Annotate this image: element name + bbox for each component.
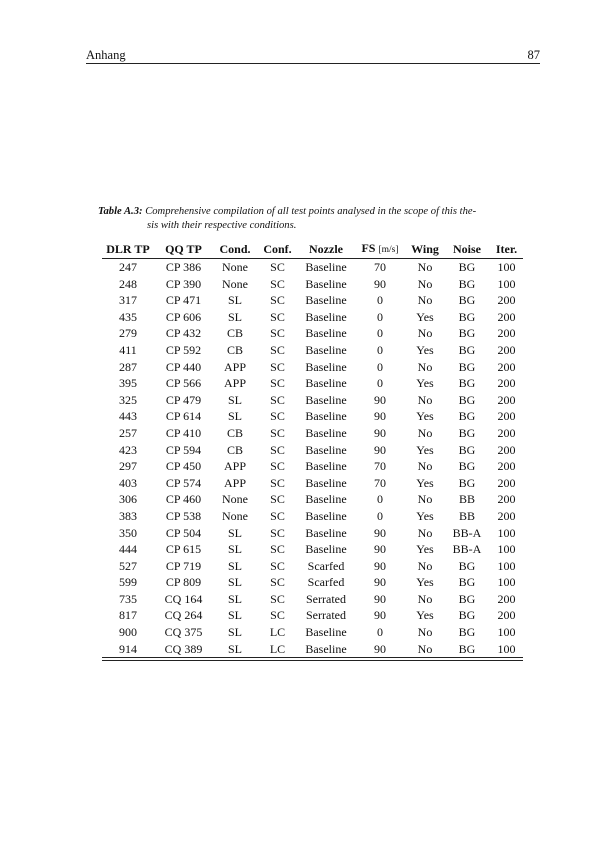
table-cell: BG bbox=[458, 293, 476, 308]
table-cell: 90 bbox=[374, 392, 386, 407]
table-cell: SL bbox=[227, 591, 242, 606]
table-cell: 200 bbox=[497, 475, 516, 490]
table-cell: CP 606 bbox=[165, 309, 202, 324]
table-row bbox=[102, 475, 523, 492]
table-cell: 200 bbox=[497, 293, 516, 308]
table-cell: SC bbox=[270, 591, 285, 606]
table-cell: 90 bbox=[374, 409, 386, 424]
table-cell: SL bbox=[227, 608, 242, 623]
table-row bbox=[102, 425, 523, 442]
table-cell: 325 bbox=[119, 392, 137, 407]
col-header-nozzle: Nozzle bbox=[298, 241, 354, 259]
table-cell: Scarfed bbox=[307, 558, 345, 573]
table-cell: CQ 389 bbox=[154, 641, 213, 658]
running-header bbox=[86, 48, 540, 64]
table-cell: APP bbox=[223, 359, 246, 374]
table-row bbox=[102, 607, 523, 624]
table-cell: Yes bbox=[416, 309, 434, 324]
table-cell: 90 bbox=[374, 276, 386, 291]
table-cell: No bbox=[417, 359, 433, 374]
col-header-noise: Noise bbox=[444, 241, 490, 259]
table-cell: 257 bbox=[119, 425, 137, 440]
table-cell: BG bbox=[458, 442, 476, 457]
col-header-fs-unit: [m/s] bbox=[378, 245, 399, 255]
table-cell: SC bbox=[270, 542, 285, 557]
table-cell: 200 bbox=[497, 376, 516, 391]
header-section-title: Anhang bbox=[86, 48, 126, 62]
table-caption bbox=[98, 205, 528, 233]
col-header-fs bbox=[354, 241, 406, 259]
table-cell: SC bbox=[270, 525, 285, 540]
table-row bbox=[102, 491, 523, 508]
table-cell: BG bbox=[458, 359, 476, 374]
table-cell: No bbox=[417, 492, 433, 507]
table-cell: BB-A bbox=[452, 542, 482, 557]
table-cell: Baseline bbox=[305, 359, 347, 374]
table-cell: None bbox=[222, 276, 248, 291]
table-cell: CP 471 bbox=[165, 293, 202, 308]
table-cell: SC bbox=[270, 392, 285, 407]
table-cell: BG bbox=[458, 625, 476, 640]
caption-label: Table A.3: bbox=[98, 206, 143, 217]
table-cell: No bbox=[417, 591, 433, 606]
table-cell: Baseline bbox=[305, 508, 347, 523]
table-cell: 423 bbox=[119, 442, 137, 457]
table-row bbox=[102, 591, 523, 608]
table-row bbox=[102, 442, 523, 459]
table-cell: CP 574 bbox=[165, 475, 202, 490]
table-body bbox=[102, 259, 523, 658]
table-cell: Baseline bbox=[305, 409, 347, 424]
table-cell: 200 bbox=[497, 508, 516, 523]
table-cell: 90 bbox=[374, 442, 386, 457]
table-cell: SL bbox=[227, 542, 242, 557]
table-cell: SL bbox=[213, 641, 257, 658]
table-cell: Baseline bbox=[305, 276, 347, 291]
table-row bbox=[102, 359, 523, 376]
table-cell: CP 479 bbox=[165, 392, 202, 407]
table-cell: Baseline bbox=[305, 293, 347, 308]
table-cell: 200 bbox=[497, 359, 516, 374]
table-cell: No bbox=[417, 293, 433, 308]
table-cell: SL bbox=[227, 625, 242, 640]
table-cell: 0 bbox=[377, 342, 383, 357]
table-cell: 247 bbox=[119, 260, 137, 274]
table-cell: 200 bbox=[497, 425, 516, 440]
table-row bbox=[102, 309, 523, 326]
table-cell: BG bbox=[444, 641, 490, 658]
table-cell: APP bbox=[223, 475, 246, 490]
table-cell: 90 bbox=[374, 542, 386, 557]
table-cell: 100 bbox=[490, 641, 523, 658]
table-cell: CP 386 bbox=[165, 260, 202, 274]
table-cell: No bbox=[417, 326, 433, 341]
table-cell: 200 bbox=[497, 392, 516, 407]
table-row bbox=[102, 508, 523, 525]
table-cell: BB-A bbox=[452, 525, 482, 540]
table-cell: 200 bbox=[497, 608, 516, 623]
table-cell: CP 592 bbox=[165, 342, 202, 357]
table-cell: No bbox=[417, 625, 433, 640]
table-row bbox=[102, 375, 523, 392]
table-cell: None bbox=[222, 260, 248, 274]
table-cell: 100 bbox=[497, 558, 516, 573]
table-cell: 70 bbox=[374, 459, 386, 474]
table-cell: Baseline bbox=[305, 442, 347, 457]
table-cell: Baseline bbox=[305, 459, 347, 474]
table-cell: BG bbox=[458, 459, 476, 474]
page-number: 87 bbox=[527, 48, 540, 62]
table-cell: SC bbox=[270, 276, 285, 291]
table-cell: SC bbox=[270, 425, 285, 440]
table-cell: Scarfed bbox=[307, 575, 345, 590]
table-cell: 70 bbox=[374, 260, 386, 274]
table-cell: CP 566 bbox=[165, 376, 202, 391]
table-cell: 70 bbox=[374, 475, 386, 490]
table-cell: 100 bbox=[497, 625, 516, 640]
table-cell: CB bbox=[226, 425, 243, 440]
table-cell: 287 bbox=[119, 359, 137, 374]
table-cell: CB bbox=[226, 342, 243, 357]
table-cell: SL bbox=[227, 309, 242, 324]
table-cell: 403 bbox=[119, 475, 137, 490]
table-cell: Baseline bbox=[305, 392, 347, 407]
table-cell: CQ 375 bbox=[164, 625, 203, 640]
table-cell: No bbox=[417, 525, 433, 540]
table-cell: SC bbox=[270, 575, 285, 590]
table-cell: CP 390 bbox=[165, 276, 202, 291]
table-cell: 200 bbox=[497, 309, 516, 324]
table-cell: 100 bbox=[497, 575, 516, 590]
table-row bbox=[102, 292, 523, 309]
table-row bbox=[102, 458, 523, 475]
table-cell: BG bbox=[458, 260, 476, 274]
table-cell: BB bbox=[458, 508, 475, 523]
table-cell: SL bbox=[227, 293, 242, 308]
table-cell: CP 809 bbox=[165, 575, 202, 590]
table-cell: 100 bbox=[497, 260, 516, 274]
table-cell: 735 bbox=[119, 591, 137, 606]
table-cell: No bbox=[417, 459, 433, 474]
table-cell: No bbox=[417, 392, 433, 407]
table-cell: Baseline bbox=[305, 309, 347, 324]
table-cell: 200 bbox=[497, 326, 516, 341]
table-cell: CP 450 bbox=[165, 459, 202, 474]
table-cell: SC bbox=[270, 508, 285, 523]
col-header-fs-label: FS bbox=[361, 241, 376, 255]
table-cell: 90 bbox=[374, 591, 386, 606]
table-cell: 200 bbox=[497, 409, 516, 424]
table-cell: SC bbox=[270, 558, 285, 573]
col-header-dlr-tp: DLR TP bbox=[102, 241, 154, 259]
table-cell: SC bbox=[270, 442, 285, 457]
table-cell: 90 bbox=[354, 641, 406, 658]
table-cell: Yes bbox=[416, 508, 434, 523]
table-row bbox=[102, 574, 523, 591]
table-cell: No bbox=[417, 425, 433, 440]
table-cell: 90 bbox=[374, 425, 386, 440]
table-cell: 306 bbox=[119, 492, 137, 507]
table-cell: LC bbox=[269, 625, 286, 640]
table-cell: 100 bbox=[497, 276, 516, 291]
table-cell: SC bbox=[270, 309, 285, 324]
table-cell: Serrated bbox=[306, 591, 346, 606]
table-cell: APP bbox=[223, 376, 246, 391]
table-cell: BG bbox=[458, 392, 476, 407]
table-cell: SL bbox=[227, 575, 242, 590]
table-cell: 383 bbox=[119, 508, 137, 523]
table-cell: CP 594 bbox=[165, 442, 202, 457]
table-cell: 914 bbox=[102, 641, 154, 658]
table-cell: Yes bbox=[416, 542, 434, 557]
table-cell: CP 410 bbox=[165, 425, 202, 440]
table-cell: Yes bbox=[416, 342, 434, 357]
table-row bbox=[102, 525, 523, 542]
table-cell: 444 bbox=[119, 542, 137, 557]
table-cell: 900 bbox=[119, 625, 137, 640]
table-cell: BG bbox=[458, 409, 476, 424]
table-cell: BG bbox=[458, 475, 476, 490]
table-cell: Yes bbox=[416, 608, 434, 623]
table-cell: CP 615 bbox=[165, 542, 202, 557]
table-cell: SC bbox=[270, 459, 285, 474]
table-cell: Yes bbox=[416, 376, 434, 391]
table-cell: 0 bbox=[377, 508, 383, 523]
table-cell: BG bbox=[458, 326, 476, 341]
table-cell: Baseline bbox=[305, 425, 347, 440]
table-cell: Yes bbox=[416, 475, 434, 490]
table-cell: No bbox=[417, 276, 433, 291]
table-cell: Baseline bbox=[305, 475, 347, 490]
col-header-iter: Iter. bbox=[490, 241, 523, 259]
table-cell: 200 bbox=[497, 492, 516, 507]
table-cell: None bbox=[222, 492, 248, 507]
table-cell: BG bbox=[458, 342, 476, 357]
table-cell: Baseline bbox=[305, 625, 347, 640]
table-cell: CP 460 bbox=[165, 492, 202, 507]
table-cell: 599 bbox=[119, 575, 137, 590]
table-cell: Baseline bbox=[305, 492, 347, 507]
col-header-cond: Cond. bbox=[213, 241, 257, 259]
table-cell: 411 bbox=[119, 342, 137, 357]
table-cell: 200 bbox=[497, 591, 516, 606]
table-cell: SC bbox=[270, 492, 285, 507]
table-cell: No bbox=[417, 260, 433, 274]
table-row bbox=[102, 558, 523, 575]
table-cell: Baseline bbox=[305, 542, 347, 557]
table-cell: SC bbox=[270, 376, 285, 391]
table-row bbox=[102, 392, 523, 409]
table-row bbox=[102, 259, 523, 276]
table-row bbox=[102, 641, 523, 658]
table-cell: 350 bbox=[119, 525, 137, 540]
col-header-conf: Conf. bbox=[257, 241, 298, 259]
table-cell: CB bbox=[226, 326, 243, 341]
table-cell: CP 614 bbox=[165, 409, 202, 424]
table-cell: 90 bbox=[374, 558, 386, 573]
table-cell: Yes bbox=[416, 442, 434, 457]
table-cell: 443 bbox=[119, 409, 137, 424]
table-cell: BG bbox=[458, 591, 476, 606]
table-cell: CP 538 bbox=[165, 508, 202, 523]
table-bottom-rule bbox=[102, 660, 523, 661]
table-row bbox=[102, 624, 523, 641]
table-cell: LC bbox=[257, 641, 298, 658]
table-cell: SC bbox=[270, 608, 285, 623]
table-cell: 0 bbox=[377, 326, 383, 341]
table-cell: 100 bbox=[497, 542, 516, 557]
table-cell: CP 432 bbox=[165, 326, 202, 341]
table-cell: SC bbox=[270, 409, 285, 424]
table-cell: SL bbox=[227, 525, 242, 540]
table-cell: 0 bbox=[377, 293, 383, 308]
table-cell: 0 bbox=[377, 492, 383, 507]
table-cell: SL bbox=[227, 392, 242, 407]
table-cell: 317 bbox=[119, 293, 137, 308]
table-row bbox=[102, 325, 523, 342]
table-cell: BB bbox=[458, 492, 475, 507]
table-cell: BG bbox=[458, 276, 476, 291]
table-cell: 527 bbox=[119, 558, 137, 573]
table-cell: 0 bbox=[377, 359, 383, 374]
table-cell: Baseline bbox=[305, 260, 347, 274]
table-cell: 395 bbox=[119, 376, 137, 391]
table-cell: CQ 264 bbox=[164, 608, 203, 623]
table-cell: BG bbox=[458, 608, 476, 623]
table-cell: SC bbox=[270, 342, 285, 357]
table-cell: CQ 164 bbox=[164, 591, 203, 606]
table-cell: SC bbox=[270, 293, 285, 308]
table-cell: Baseline bbox=[305, 326, 347, 341]
table-cell: 0 bbox=[377, 625, 383, 640]
table-header-row bbox=[102, 241, 523, 259]
table-cell: Serrated bbox=[306, 608, 346, 623]
table-cell: Baseline bbox=[305, 525, 347, 540]
table-cell: 90 bbox=[374, 525, 386, 540]
table-cell: 200 bbox=[497, 459, 516, 474]
table-cell: SC bbox=[270, 359, 285, 374]
table-cell: APP bbox=[223, 459, 246, 474]
table-cell: CP 440 bbox=[165, 359, 202, 374]
table-cell: 0 bbox=[377, 376, 383, 391]
table-cell: 200 bbox=[497, 342, 516, 357]
table-row bbox=[102, 408, 523, 425]
table-cell: BG bbox=[458, 309, 476, 324]
table-cell: 297 bbox=[119, 459, 137, 474]
table-cell: CB bbox=[226, 442, 243, 457]
table-row bbox=[102, 276, 523, 293]
table-cell: BG bbox=[458, 376, 476, 391]
table-cell: Baseline bbox=[305, 342, 347, 357]
table-cell: SL bbox=[227, 558, 242, 573]
table-cell: No bbox=[417, 558, 433, 573]
table-cell: SC bbox=[270, 475, 285, 490]
table-cell: 200 bbox=[497, 442, 516, 457]
table-cell: BG bbox=[458, 425, 476, 440]
table-cell: Yes bbox=[416, 575, 434, 590]
table-cell: SC bbox=[270, 326, 285, 341]
table-cell: 90 bbox=[374, 575, 386, 590]
table-cell: 100 bbox=[497, 525, 516, 540]
table-cell: 248 bbox=[119, 276, 137, 291]
col-header-qq-tp: QQ TP bbox=[154, 241, 213, 259]
table-cell: No bbox=[406, 641, 444, 658]
table-cell: SL bbox=[227, 409, 242, 424]
table-cell: Yes bbox=[416, 409, 434, 424]
table-cell: 0 bbox=[377, 309, 383, 324]
table-cell: BG bbox=[458, 558, 476, 573]
caption-text-line2: sis with their respective conditions. bbox=[147, 220, 297, 231]
table-cell: 817 bbox=[119, 608, 137, 623]
table-cell: None bbox=[222, 508, 248, 523]
caption-text-line1: Comprehensive compilation of all test points analysed in the scope of this the- bbox=[145, 206, 477, 217]
table-cell: CP 504 bbox=[165, 525, 202, 540]
table-row bbox=[102, 541, 523, 558]
table-cell: BG bbox=[458, 575, 476, 590]
table-cell: 279 bbox=[119, 326, 137, 341]
table-cell: SC bbox=[270, 260, 285, 274]
table-cell: 90 bbox=[374, 608, 386, 623]
col-header-wing: Wing bbox=[406, 241, 444, 259]
table-cell: Baseline bbox=[298, 641, 354, 658]
test-points-table bbox=[102, 241, 523, 658]
table-cell: CP 719 bbox=[165, 558, 202, 573]
table-cell: 435 bbox=[119, 309, 137, 324]
table-row bbox=[102, 342, 523, 359]
table-cell: Baseline bbox=[305, 376, 347, 391]
